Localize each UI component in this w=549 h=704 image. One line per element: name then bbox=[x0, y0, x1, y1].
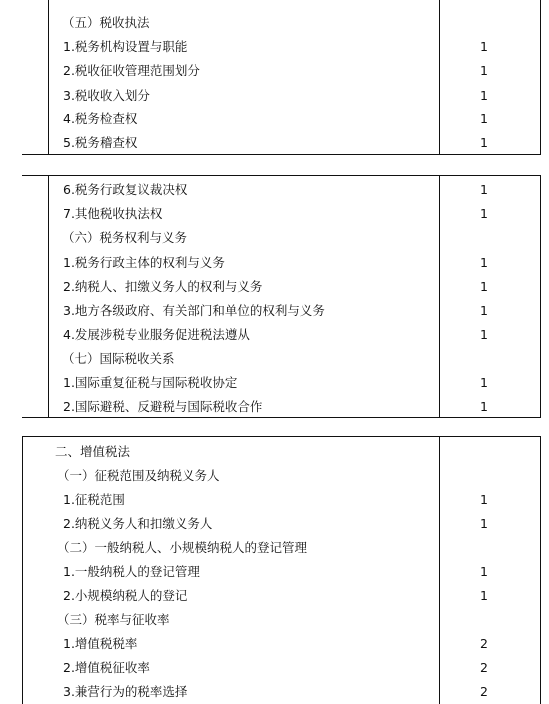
section-heading: （六）税务权利与义务 bbox=[62, 230, 188, 245]
table-row bbox=[0, 512, 549, 536]
table-row bbox=[0, 347, 549, 371]
table-row bbox=[0, 371, 549, 395]
hours-cell: 1 bbox=[480, 182, 488, 197]
block2-mid-border bbox=[439, 175, 440, 417]
block3-top-border bbox=[22, 436, 541, 437]
table-row bbox=[0, 84, 549, 108]
item-text: 4.发展涉税专业服务促进税法遵从 bbox=[63, 327, 250, 342]
item-text: 1.征税范围 bbox=[63, 492, 125, 507]
table-row bbox=[0, 656, 549, 680]
block3-mid-border bbox=[439, 436, 440, 704]
table-row bbox=[0, 395, 549, 419]
table-row bbox=[0, 11, 549, 35]
table-row bbox=[0, 35, 549, 59]
item-text: 3.兼营行为的税率选择 bbox=[63, 684, 188, 699]
block2-right-border bbox=[540, 175, 541, 417]
item-text: 5.税务稽查权 bbox=[63, 135, 138, 150]
block3-left-border bbox=[22, 436, 23, 704]
table-row bbox=[0, 488, 549, 512]
hours-cell: 2 bbox=[480, 636, 488, 651]
block3-right-border bbox=[540, 436, 541, 704]
item-text: 2.增值税征收率 bbox=[63, 660, 150, 675]
table-row bbox=[0, 680, 549, 704]
item-text: 1.国际重复征税与国际税收协定 bbox=[63, 375, 238, 390]
table-row bbox=[0, 107, 549, 131]
hours-cell: 1 bbox=[480, 135, 488, 150]
table-row bbox=[0, 202, 549, 226]
hours-cell: 2 bbox=[480, 660, 488, 675]
table-row bbox=[0, 323, 549, 347]
section-heading: （七）国际税收关系 bbox=[62, 351, 175, 366]
item-text: 1.一般纳税人的登记管理 bbox=[63, 564, 200, 579]
table-row bbox=[0, 560, 549, 584]
hours-cell: 1 bbox=[480, 39, 488, 54]
hours-cell: 1 bbox=[480, 255, 488, 270]
table-row bbox=[0, 226, 549, 250]
hours-cell: 1 bbox=[480, 492, 488, 507]
block2-top-border bbox=[22, 175, 541, 176]
hours-cell: 1 bbox=[480, 63, 488, 78]
hours-cell: 1 bbox=[480, 375, 488, 390]
table-row bbox=[0, 632, 549, 656]
table-row bbox=[0, 299, 549, 323]
hours-cell: 1 bbox=[480, 88, 488, 103]
hours-cell: 1 bbox=[480, 399, 488, 414]
item-text: 2.税收征收管理范围划分 bbox=[63, 63, 200, 78]
item-text: 1.税务行政主体的权利与义务 bbox=[63, 255, 225, 270]
hours-cell: 1 bbox=[480, 588, 488, 603]
hours-cell: 1 bbox=[480, 327, 488, 342]
hours-cell: 2 bbox=[480, 684, 488, 699]
chapter-heading: 二、增值税法 bbox=[55, 444, 131, 459]
item-text: 1.税务机构设置与职能 bbox=[63, 39, 188, 54]
section-heading: （五）税收执法 bbox=[62, 15, 150, 30]
table-row bbox=[0, 59, 549, 83]
table-row bbox=[0, 131, 549, 155]
block1 bbox=[0, 0, 549, 160]
hours-cell: 1 bbox=[480, 564, 488, 579]
table-row bbox=[0, 536, 549, 560]
hours-cell: 1 bbox=[480, 111, 488, 126]
item-text: 1.增值税税率 bbox=[63, 636, 138, 651]
item-text: 2.国际避税、反避税与国际税收合作 bbox=[63, 399, 263, 414]
table-row bbox=[0, 440, 549, 464]
item-text: 3.地方各级政府、有关部门和单位的权利与义务 bbox=[63, 303, 325, 318]
table-row bbox=[0, 464, 549, 488]
hours-cell: 1 bbox=[480, 279, 488, 294]
item-text: 6.税务行政复议裁决权 bbox=[63, 182, 188, 197]
table-row bbox=[0, 251, 549, 275]
item-text: 7.其他税收执法权 bbox=[63, 206, 163, 221]
section-heading: （三）税率与征收率 bbox=[57, 612, 170, 627]
table-row bbox=[0, 608, 549, 632]
table-row bbox=[0, 275, 549, 299]
section-heading: （一）征税范围及纳税义务人 bbox=[57, 468, 220, 483]
hours-cell: 1 bbox=[480, 303, 488, 318]
item-text: 2.小规模纳税人的登记 bbox=[63, 588, 188, 603]
hours-cell: 1 bbox=[480, 206, 488, 221]
section-heading: （二）一般纳税人、小规模纳税人的登记管理 bbox=[57, 540, 308, 555]
block2-left-border bbox=[48, 175, 49, 417]
item-text: 4.税务检查权 bbox=[63, 111, 138, 126]
item-text: 2.纳税义务人和扣缴义务人 bbox=[63, 516, 213, 531]
table-row bbox=[0, 178, 549, 202]
table-row bbox=[0, 584, 549, 608]
item-text: 2.纳税人、扣缴义务人的权利与义务 bbox=[63, 279, 263, 294]
hours-cell: 1 bbox=[480, 516, 488, 531]
block2-bottom-border bbox=[22, 417, 541, 418]
item-text: 3.税收收入划分 bbox=[63, 88, 150, 103]
